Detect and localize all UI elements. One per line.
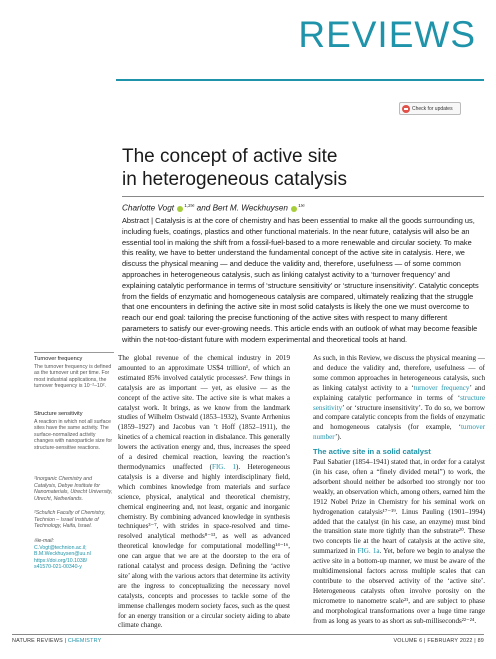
email-link[interactable]: C.Vogt@technion.ac.il; <box>34 544 87 551</box>
abstract-text: | Catalysis is at the core of chemistry and has been essential to make all the goods surrounding us, including fuels, coatings, plastics and other functional materials. In the near future, catalysis will also be an essential tool in making the shift from a fossil-fuel-based to a more renewable and circular society. To make this reality, we have to better understand the fundamental concept of the active site in catalysis. Here, we discuss the physical meaning — and deduce the validity and, therefore, usefulness — of some common approaches in heterogeneous catalysis, such as linking catalyst activity to a ‘turnover frequency’ and explaining catalytic performance in terms of ‘structure sensitivity’ or ‘structure insensitivity’. Catalytic concepts from the fields of enzymatic and homogeneous catalysis are compared, ultimately realizing that the struggle that one encounters in defining the active site in most solid catalysts is likely the one we must overcome to reach our end goal: tailoring the precise functioning of the active sites with respect to many different parameters to satisfy our ever-growing needs. This article ends with an outlook of what may become feasible within the not-too-distant future with modern experimental and theoretical tools at hand. <box>122 216 479 344</box>
header-rule <box>116 79 484 81</box>
footer-journal: NATURE REVIEWS | CHEMISTRY <box>12 638 102 644</box>
abstract-label: Abstract <box>122 216 150 225</box>
sidebar-rule <box>34 352 114 353</box>
check-updates-button[interactable] <box>399 102 461 115</box>
doi-link[interactable]: s41570-021-00340-y <box>34 564 82 571</box>
paragraph: Paul Sabatier (1854–1941) stated that, in order for a catalyst (in his case, often a “finely divided metal”) to work, the adsorbent should neither be adsorbed too strongly nor too weakly, an observation which, among others, earned him the 1912 Nobel Prize in Chemistry for his seminal work on hydrogenation catalysis¹⁷⁻¹⁹. Linus Pauling (1901–1994) added that the catalyst (in his case, an enzyme) must bind the transition state more tightly than the substrate²⁰. These two concepts lie at the heart of catalysis at the active site, summarized in FIG. 1a. Yet, before we begin to analyse the active site in a bottom-up manner, we must be aware of the multidimensional factors across multiple scales that can contribute to the observed activity of the ‘active site’. Heterogeneous catalysts often involve porosity on the micrometre to nanometre scale²¹, and are subject to phase and morphological transformations over a huge time range from as long as years to as short as sub-milliseconds²²⁻²⁴. <box>313 458 485 625</box>
figure-link[interactable]: FIG. 1a <box>357 547 380 556</box>
affiliation-1: ¹Inorganic Chemistry and Catalysis, Debye Institute for Nanomaterials, Utrecht University, Utrecht, Netherlands. <box>34 476 113 502</box>
affiliation-2: ²Schulich Faculty of Chemistry, Technion – Israel Institute of Technology, Haifa, Israel. <box>34 510 106 530</box>
title-rule <box>122 196 484 197</box>
footer-volume: VOLUME 6 | FEBRUARY 2022 | 89 <box>393 638 484 644</box>
check-updates-label: Check for updates <box>412 105 453 112</box>
author-name[interactable]: Bert M. Weckhuysen <box>212 203 288 213</box>
email-block: ✉e-mail: C.Vogt@technion.ac.il; B.M.Weckhuysen@uu.nl https://doi.org/10.1038/ s41570-021-00340-y <box>34 538 114 571</box>
glossary-link[interactable]: structure sensitivity <box>313 393 485 412</box>
glossary-link[interactable]: turnover number <box>313 423 485 442</box>
orcid-icon[interactable] <box>291 206 297 212</box>
section-title: REVIEWS <box>298 14 476 55</box>
section-heading: The active site in a solid catalyst <box>313 447 431 457</box>
doi-link[interactable]: https://doi.org/10.1038/ <box>34 557 88 564</box>
email-link[interactable]: B.M.Weckhuysen@uu.nl <box>34 551 91 558</box>
glossary-turnover-frequency: Turnover frequency The turnover frequency is defined as the turnover unit per time. For most industrial applications, the turnover frequency is 10⁻²–10². <box>34 356 112 390</box>
glossary-link[interactable]: turnover frequency <box>413 383 470 392</box>
figure-link[interactable]: FIG. 1 <box>212 462 237 471</box>
author-line: Charlotte Vogt $^{1,2✉}$ and Bert M. Weckhuysen $^{1✉}$ <box>122 203 305 213</box>
glossary-structure-sensitivity: Structure sensitivity A reaction in which not all surface sites have the same activity. The surface-normalized activity changes with nanoparticle size for structure-sensitive reactions. <box>34 411 113 451</box>
body-column-2 <box>313 354 485 626</box>
paragraph: As such, in this Review, we discuss the physical meaning — and deduce the validity and, therefore, usefulness — of some common approaches in heterogeneous catalysis, such as linking catalyst activity to a ‘turnover frequency’ and explaining catalytic performance in terms of ‘structure sensitivity’ or ‘structure insensitivity’. To do so, we borrow and compare catalytic concepts from the fields of enzymatic and homogeneous catalysis (for example, ‘turnover number’). <box>313 354 486 442</box>
update-icon <box>402 105 410 113</box>
abstract <box>122 216 484 346</box>
footer-rule <box>12 634 484 635</box>
author-name[interactable]: Charlotte Vogt <box>122 203 175 213</box>
article-title: The concept of active site in heterogeneous catalysis <box>122 146 347 190</box>
body-column-1: The global revenue of the chemical industry in 2019 amounted to an approximate US$4 trillion¹, of which an estimated 85% involved catalytic processes². Few things in catalysis are as important — yet, as elusive — as the concept of the active site. The active site is what makes a catalyst work. It brings, as we know from the landmark studies of Wilhelm Ostwald (1853–1932), Svante Arrhenius (1859–1927) and Jacobus van ’t Hoff (1852–1911), the kinetics of a chemical reaction in disbalance. This generally lowers the activation energy and, thus, increases the speed of a desired chemical reaction, leaving the reaction’s thermodynamics unaffected (FIG. 1). Heterogeneous catalysis is a diverse and highly interdisciplinary field, which combines knowledge from materials and surface science, physical, analytical and theoretical chemistry, chemical engineering and, not least, organic and inorganic chemistry. By combining advanced knowledge in synthesis techniques³⁻⁷, with strides in space-resolved and time-resolved analytical methods⁸⁻¹³, as well as advanced theoretical knowledge for computational modelling¹⁴⁻¹⁶, one can argue that we are at the doorstep to the era of rational catalyst and process design. Defining the ‘active site’ along with the various actors that determine its activity are the ingress to conceptualizing the necessary novel catalysts, concepts and processes to tackle some of the immense challenges modern society faces, such as the quest for an energy transition or a circular society aiding to abate climate change. <box>118 354 290 630</box>
orcid-icon[interactable] <box>177 206 183 212</box>
